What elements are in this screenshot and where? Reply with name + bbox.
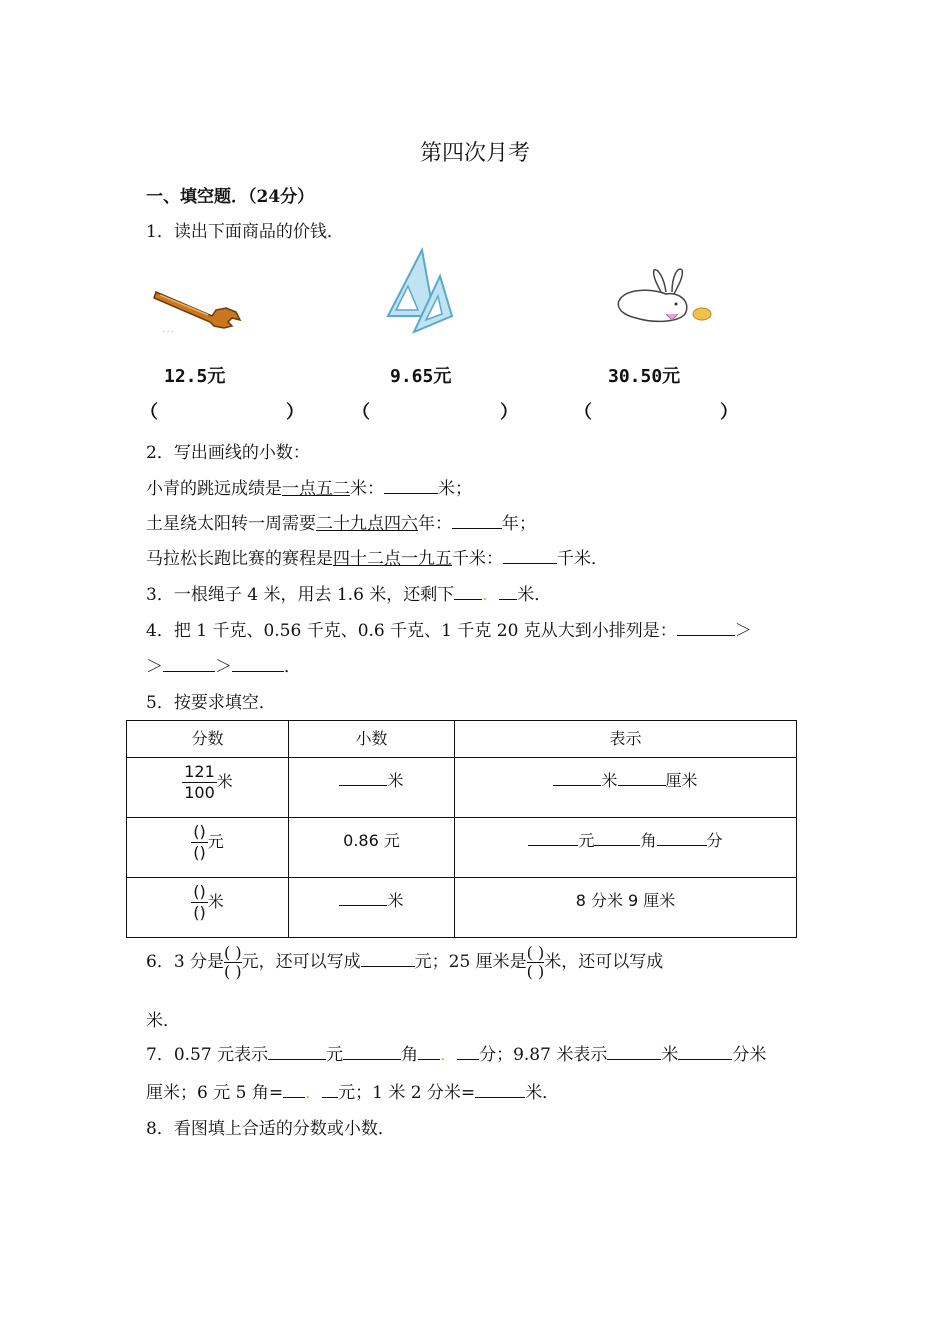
table-cell: 0.86 元: [289, 818, 455, 878]
q7-dot: ．: [440, 1045, 458, 1065]
answer-blank[interactable]: [163, 657, 215, 672]
question-7: [146, 1040, 766, 1065]
question-2: 2．写出画线的小数：: [146, 443, 310, 463]
numerator[interactable]: ( ): [526, 943, 545, 962]
answer-blank[interactable]: [457, 1045, 479, 1060]
answer-blank[interactable]: [339, 771, 387, 786]
q2-l1-unit: 米：: [350, 479, 384, 499]
q4-end: ．: [284, 657, 301, 677]
q7-text: 米．: [525, 1083, 560, 1103]
denominator: (): [193, 843, 206, 862]
question-6: [146, 944, 663, 981]
fraction: [224, 944, 242, 981]
question-2-line-1: [146, 474, 472, 499]
answer-blank[interactable]: [594, 831, 640, 846]
q7-dot: ．: [305, 1083, 323, 1103]
denominator[interactable]: ( ): [526, 962, 545, 981]
fraction: [182, 762, 217, 803]
question-8: 8．看图填上合适的分数或小数．: [146, 1119, 395, 1139]
fraction: [191, 822, 207, 863]
fraction: [527, 944, 545, 981]
unit: 米: [661, 1045, 679, 1065]
answer-blank[interactable]: [361, 952, 415, 967]
q2-l1-text: 小青的跳远成绩是: [146, 479, 282, 499]
answer-blank[interactable]: [528, 831, 578, 846]
q2-l2-unit: 年：: [418, 514, 452, 534]
triangle-ruler-icon: [382, 246, 462, 336]
answer-blank[interactable]: [418, 1045, 440, 1060]
unit: 厘米: [665, 771, 698, 790]
unit: 元: [578, 831, 595, 850]
fill-table: [126, 720, 797, 938]
q6-text: 元；25 厘米是: [414, 952, 527, 972]
question-4: [146, 616, 752, 641]
question-3: [146, 580, 551, 605]
table-cell: [289, 878, 455, 938]
question-6-line-2: 米．: [146, 1011, 180, 1031]
price-1: 12.5元: [164, 366, 226, 387]
unit: 元: [326, 1045, 344, 1065]
unit: 米: [216, 772, 233, 791]
unit: 元: [207, 832, 224, 851]
question-1: 1．读出下面商品的价钱．: [146, 222, 344, 242]
answer-blank[interactable]: [678, 1045, 732, 1060]
section-heading: 一、填空题．（24分）: [146, 187, 315, 207]
q2-l1-underlined: 一点五二: [282, 479, 350, 499]
answer-blank[interactable]: [339, 891, 387, 906]
q2-l2-text: 土星绕太阳转一周需要: [146, 514, 316, 534]
answer-paren-close-2: ）: [500, 402, 518, 423]
numerator: 121: [184, 762, 215, 781]
answer-paren-open-2: （: [352, 402, 370, 423]
rabbit-icon: [606, 262, 720, 332]
q7-text: 厘米；6 元 5 角=: [146, 1083, 284, 1103]
answer-blank[interactable]: [475, 1083, 525, 1098]
question-2-line-2: [146, 509, 536, 534]
denominator: 100: [184, 783, 215, 802]
answer-paren-close-1: ）: [286, 402, 304, 423]
table-cell: [455, 758, 797, 818]
unit: 角: [640, 831, 657, 850]
unit: 米: [387, 891, 404, 910]
page-title: 第四次月考: [419, 141, 530, 166]
answer-paren-open-3: （: [574, 402, 592, 423]
answer-blank[interactable]: [677, 621, 735, 636]
answer-blank[interactable]: [454, 585, 482, 600]
unit: 分米: [732, 1045, 767, 1065]
denominator: (): [193, 903, 206, 922]
answer-blank[interactable]: [283, 1083, 305, 1098]
numerator: (): [193, 822, 206, 841]
answer-blank[interactable]: [618, 771, 666, 786]
q2-l3-text: 马拉松长跑比赛的赛程是: [146, 549, 333, 569]
answer-blank[interactable]: [503, 549, 557, 564]
q4-gt: ＞: [215, 657, 232, 677]
q3-end: 米．: [517, 585, 552, 605]
price-3: 30.50元: [608, 366, 681, 387]
numerator[interactable]: ( ): [224, 943, 242, 962]
table-cell: [455, 818, 797, 878]
price-2: 9.65元: [390, 366, 452, 387]
q4-gt: ＞: [734, 621, 752, 641]
question-5: 5．按要求填空．: [146, 693, 276, 713]
q4-gt: ＞: [146, 657, 163, 677]
fraction: [191, 882, 207, 923]
question-7-line-2: [146, 1078, 559, 1103]
table-cell: 8 分米 9 厘米: [455, 878, 797, 938]
answer-blank[interactable]: [384, 479, 438, 494]
q7-text: 分；9.87 米表示: [479, 1045, 608, 1065]
table-cell: [127, 878, 289, 938]
q6-text: 米，还可以写成: [544, 952, 664, 972]
q2-l3-underlined: 四十二点一九五: [333, 549, 452, 569]
answer-blank[interactable]: [607, 1045, 661, 1060]
answer-blank[interactable]: [657, 831, 707, 846]
table-cell: [127, 818, 289, 878]
question-4-line-2: [146, 652, 301, 677]
answer-blank[interactable]: [553, 771, 601, 786]
unit: 米: [601, 771, 618, 790]
answer-blank[interactable]: [343, 1045, 401, 1060]
answer-blank[interactable]: [268, 1045, 326, 1060]
q6-text: 元，还可以写成: [241, 952, 361, 972]
q7-text: 7．0.57 元表示: [146, 1045, 269, 1065]
q6-text: 6．3 分是: [146, 952, 225, 972]
answer-blank[interactable]: [322, 1083, 338, 1098]
q2-l3-unit: 千米：: [452, 549, 503, 569]
numerator: (): [193, 882, 206, 901]
answer-paren-close-3: ）: [720, 402, 738, 423]
table-cell: [127, 758, 289, 818]
q2-l1-end: 米；: [438, 479, 472, 499]
table-cell: [289, 758, 455, 818]
unit: 分: [706, 831, 723, 850]
table-header: 表示: [455, 721, 797, 758]
svg-text:•••: •••: [162, 328, 175, 336]
q4-text: 4．把 1 千克、0.56 千克、0.6 千克、1 千克 20 克从大到小排列是：: [146, 621, 677, 641]
answer-paren-open-1: （: [140, 402, 158, 423]
table-header: 小数: [289, 721, 455, 758]
q3-dot: ．: [482, 585, 500, 605]
denominator[interactable]: ( ): [224, 962, 242, 981]
answer-blank[interactable]: [499, 585, 517, 600]
unit: 米: [207, 892, 224, 911]
question-2-line-3: [146, 544, 608, 569]
unit: 米: [387, 771, 404, 790]
table-header: 分数: [127, 721, 289, 758]
q2-l2-end: 年；: [502, 514, 536, 534]
answer-blank[interactable]: [452, 514, 502, 529]
wrench-icon: [152, 282, 244, 336]
unit: 角: [401, 1045, 419, 1065]
answer-blank[interactable]: [232, 657, 284, 672]
q7-text: 元；1 米 2 分米=: [338, 1083, 476, 1103]
q3-text: 3．一根绳子 4 米，用去 1.6 米，还剩下: [146, 585, 455, 605]
q2-l3-end: 千米．: [557, 549, 608, 569]
q2-l2-underlined: 二十九点四六: [316, 514, 418, 534]
